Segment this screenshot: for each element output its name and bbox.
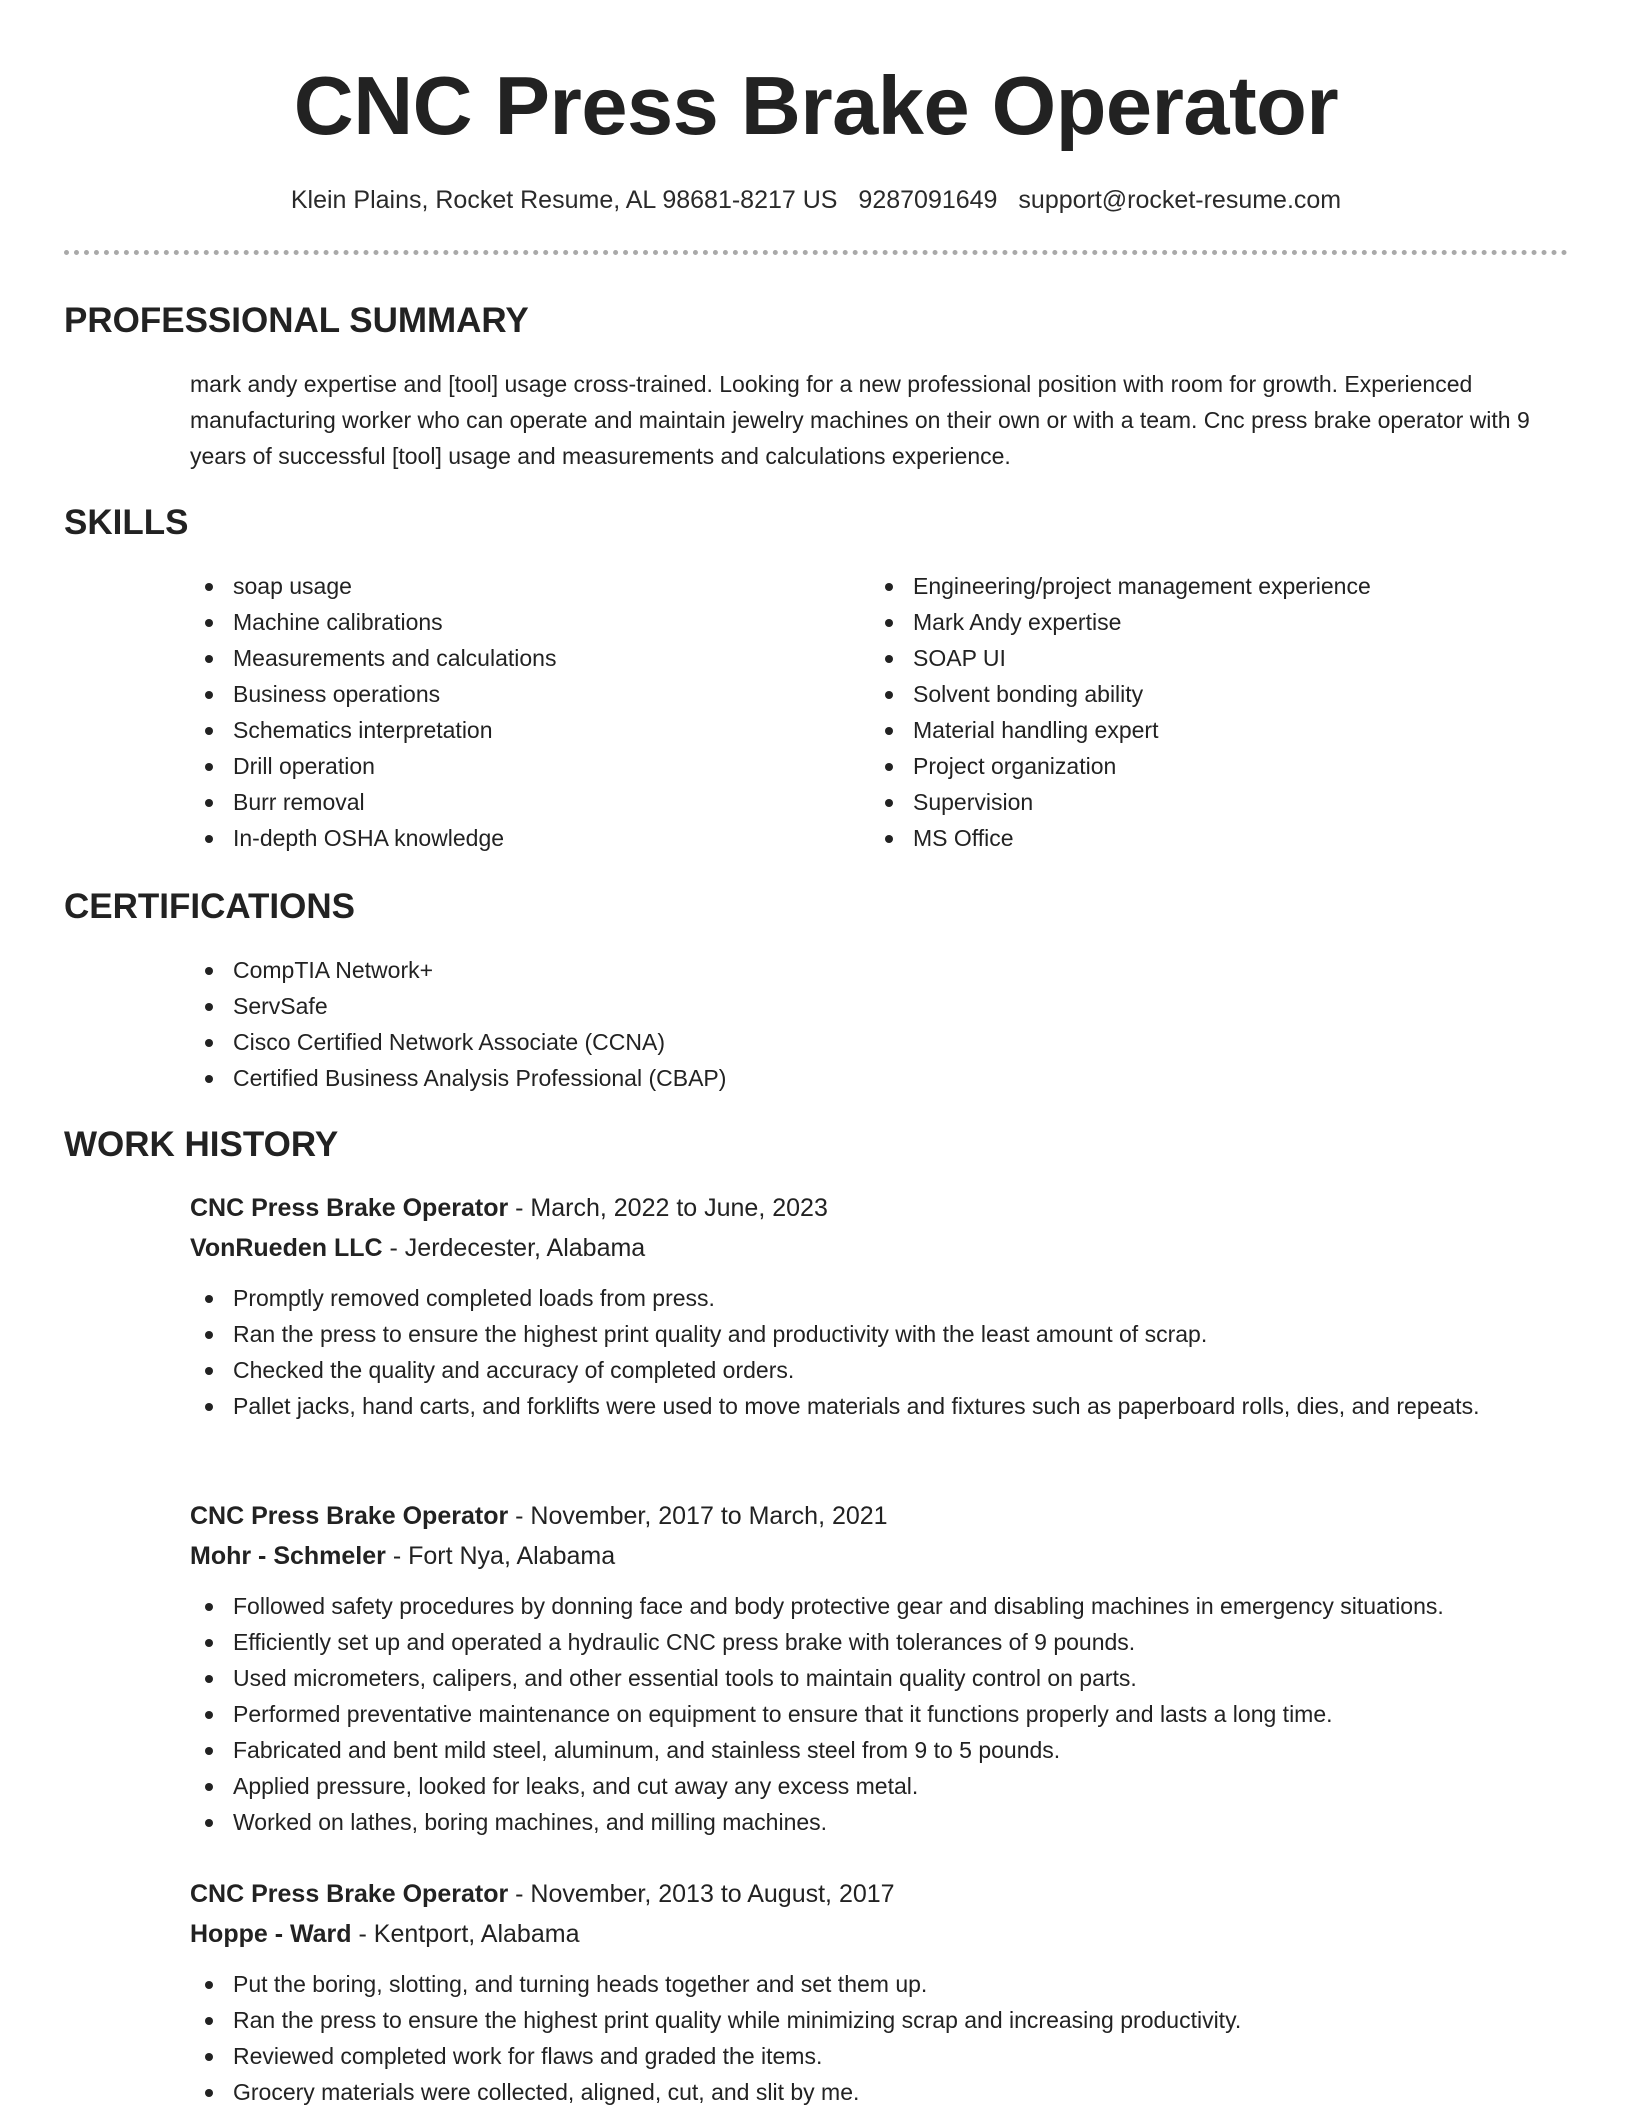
job-duty: Used micrometers, calipers, and other essential tools to maintain quality control on parts. [190,1660,1580,1696]
skill-item: Burr removal [190,784,830,820]
skill-item: Drill operation [190,748,830,784]
job-company-line [190,1536,1580,1576]
contact-email: support@rocket-resume.com [1018,186,1342,214]
job-title-line [190,1188,1580,1228]
job-duty: Checked the quality and accuracy of completed orders. [190,1352,1580,1388]
skill-item: SOAP UI [870,640,1570,676]
skill-item: Schematics interpretation [190,712,830,748]
job-duty: Put the boring, slotting, and turning heads together and set them up. [190,1966,1580,2002]
job-location: - Jerdecester, Alabama [382,1234,646,1262]
job-title-line [190,1874,1580,1914]
job-company: VonRueden LLC [190,1234,383,1262]
skill-item: MS Office [870,820,1570,856]
job-entry [190,1188,1580,1424]
job-role: CNC Press Brake Operator [190,1880,509,1908]
work-history-heading: WORK HISTORY [64,1125,339,1164]
summary-heading: PROFESSIONAL SUMMARY [64,301,529,340]
contact-line [0,184,1632,216]
job-dates: - November, 2017 to March, 2021 [508,1502,888,1530]
job-duty: Promptly removed completed loads from press. [190,1280,1580,1316]
skill-item: Mark Andy expertise [870,604,1570,640]
summary-text: mark andy expertise and [tool] usage cross-trained. Looking for a new professional position with room for growth. Experienced manufacturing worker who can operate and maintain jewelry machines on their own or with a team. Cnc press brake operator with 9 years of successful [tool] usage and measurements and calculations experience. [190,371,1530,469]
job-location: - Fort Nya, Alabama [385,1542,616,1570]
job-role: CNC Press Brake Operator [190,1502,509,1530]
skill-item: Project organization [870,748,1570,784]
certification-item: CompTIA Network+ [190,952,1570,988]
certification-item: ServSafe [190,988,1570,1024]
contact-address: Klein Plains, Rocket Resume, AL 98681-8217 US [290,186,838,214]
header-divider [64,250,1568,255]
skill-item: Solvent bonding ability [870,676,1570,712]
job-duty: Followed safety procedures by donning face and body protective gear and disabling machines in emergency situations. [190,1588,1580,1624]
job-title-line [190,1496,1580,1536]
job-duties-list [190,1966,1580,2110]
skill-item: Engineering/project management experience [870,568,1570,604]
skills-list-right [870,568,1570,856]
job-duties-list [190,1280,1580,1424]
job-duty: Fabricated and bent mild steel, aluminum, and stainless steel from 9 to 5 pounds. [190,1732,1580,1768]
skills-list-left [190,568,830,856]
certification-item: Certified Business Analysis Professional (CBAP) [190,1060,1570,1096]
certifications-list [190,952,1570,1096]
job-duty: Pallet jacks, hand carts, and forklifts were used to move materials and fixtures such as paperboard rolls, dies, and repeats. [190,1388,1580,1424]
candidate-title: CNC Press Brake Operator [293,59,1339,152]
certifications-heading: CERTIFICATIONS [64,887,356,926]
job-duty: Performed preventative maintenance on equipment to ensure that it functions properly and lasts a long time. [190,1696,1580,1732]
job-duty: Grocery materials were collected, aligned, cut, and slit by me. [190,2074,1580,2110]
job-company: Mohr - Schmeler [190,1542,386,1570]
job-role: CNC Press Brake Operator [190,1194,509,1222]
job-duty: Ran the press to ensure the highest print quality and productivity with the least amount of scrap. [190,1316,1580,1352]
skill-item: Measurements and calculations [190,640,830,676]
certification-item: Cisco Certified Network Associate (CCNA) [190,1024,1570,1060]
job-duties-list [190,1588,1580,1840]
job-duty: Efficiently set up and operated a hydraulic CNC press brake with tolerances of 9 pounds. [190,1624,1580,1660]
job-entry [190,1874,1580,2110]
job-duty: Reviewed completed work for flaws and graded the items. [190,2038,1580,2074]
job-duty: Worked on lathes, boring machines, and milling machines. [190,1804,1580,1840]
skills-heading: SKILLS [64,503,189,542]
contact-phone: 9287091649 [858,186,998,214]
job-dates: - March, 2022 to June, 2023 [508,1194,828,1222]
skill-item: Machine calibrations [190,604,830,640]
job-duty: Ran the press to ensure the highest print quality while minimizing scrap and increasing productivity. [190,2002,1580,2038]
job-location: - Kentport, Alabama [351,1920,580,1948]
job-dates: - November, 2013 to August, 2017 [508,1880,895,1908]
skill-item: Supervision [870,784,1570,820]
skill-item: Business operations [190,676,830,712]
skill-item: soap usage [190,568,830,604]
job-duty: Applied pressure, looked for leaks, and cut away any excess metal. [190,1768,1580,1804]
skill-item: In-depth OSHA knowledge [190,820,830,856]
job-company: Hoppe - Ward [190,1920,352,1948]
resume-header [0,0,1632,216]
job-entry [190,1496,1580,1840]
job-company-line [190,1914,1580,1954]
job-company-line [190,1228,1580,1268]
skill-item: Material handling expert [870,712,1570,748]
